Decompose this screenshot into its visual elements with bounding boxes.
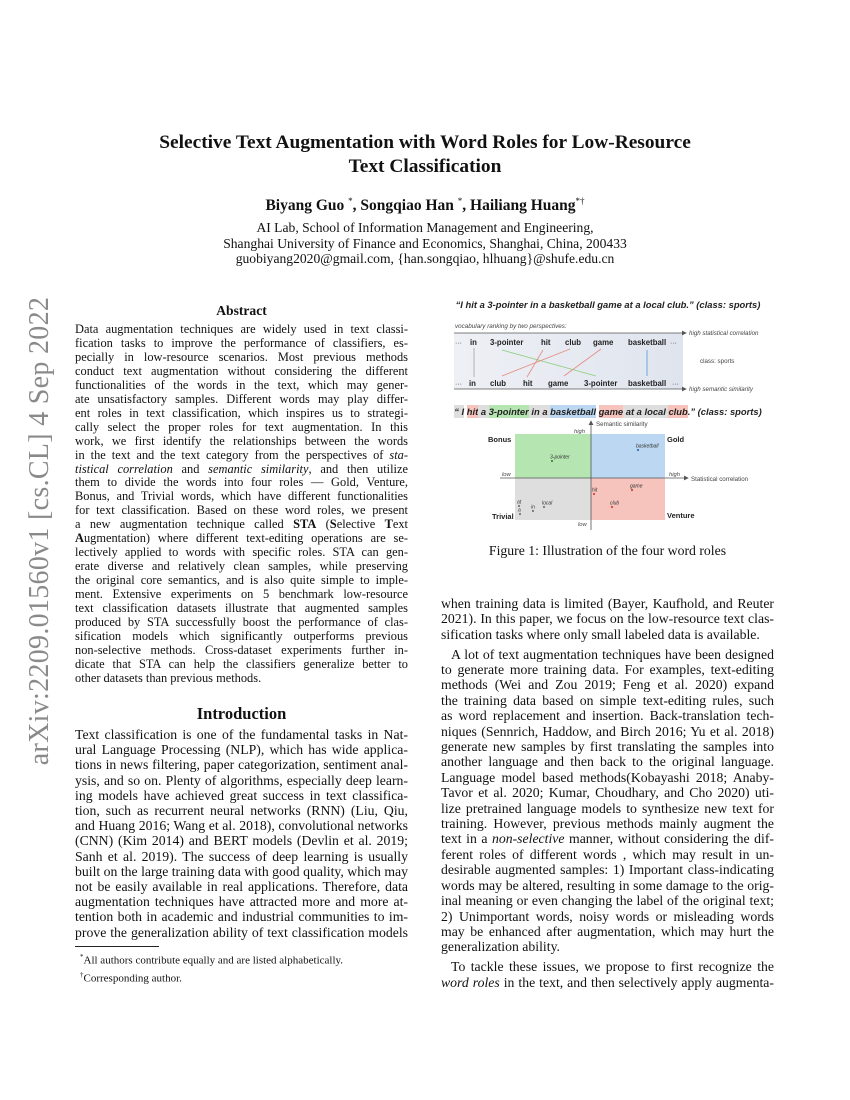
text-line: not be easily available in real applications. Therefore, data <box>75 879 408 895</box>
author-mark: * <box>457 196 463 206</box>
trivial-label: Trivial <box>492 512 514 521</box>
y-high-label: high <box>574 429 585 435</box>
text-line: when training data is limited (Bayer, Kaufhold, and Reuter <box>441 596 774 611</box>
text-line: ural Language Processing (NLP), which has wide applica- <box>75 742 408 758</box>
author-emails: guobiyang2020@gmail.com, {han.songqiao, hlhuang}@shufe.edu.cn <box>235 251 615 266</box>
text-line: the original core semantics, and is also quite simple to imple- <box>75 573 408 588</box>
author-name: Songqiao Han <box>360 197 454 215</box>
text-line: sification tasks where only small labeled data is available. <box>441 626 760 642</box>
text-line: text classification datasets illustrate that augmented samples <box>75 601 408 616</box>
text-line <box>75 463 408 477</box>
text-line: Language model based methods(Kobayashi 2018; Anaby- <box>441 769 774 785</box>
text-line: generate new samples by first translating the samples into <box>441 739 774 755</box>
text-line: for text classification. Based on these word roles, we present <box>75 503 408 518</box>
ranked-word: basketball <box>628 379 667 388</box>
text-line: ment. Extensive experiments on 5 benchmark low-resource <box>75 587 408 602</box>
paragraph <box>75 727 408 940</box>
text-span: ext <box>392 517 408 532</box>
introduction-body <box>75 727 408 940</box>
text-line: lectively applied to words with specific roles. STA can gen- <box>75 545 408 560</box>
ranked-word: in <box>469 379 476 388</box>
italic-text: semantic similarity <box>208 461 309 476</box>
text-line: to generate more training data. For examples, text-editing <box>441 662 774 678</box>
introduction-heading: Introduction <box>196 704 287 723</box>
text-line <box>75 449 408 463</box>
text-line: cally select the proper roles for text augmentation. In this <box>75 419 408 434</box>
bold-text: STA <box>293 517 317 532</box>
venture-label: Venture <box>667 511 695 520</box>
text-line: ate unsatisfactory samples. Different words may play differ- <box>75 391 408 406</box>
figure-1-illustration <box>440 290 780 540</box>
bold-text: T <box>384 517 393 532</box>
italic-text: tistical correlation <box>75 461 173 476</box>
title-line: Text Classification <box>348 156 502 177</box>
ranked-word: hit <box>541 338 551 347</box>
ranked-word: basketball <box>628 338 667 347</box>
text-line: training. However, previous methods mainly augment the <box>441 816 774 832</box>
affiliation-line: AI Lab, School of Information Management and Engineering, <box>256 220 594 235</box>
right-column-body <box>441 596 774 990</box>
paragraph <box>441 647 774 955</box>
sentence-segment-none: .” (class: sports) <box>687 406 762 417</box>
word-point-label: in <box>531 504 535 511</box>
title-line: Selective Text Augmentation with Word Roles for Low-Resource <box>159 132 691 153</box>
text-line: another language and then back to the original language. <box>441 754 774 770</box>
word-point-label: at <box>517 499 522 506</box>
sentence-segment-trivial: a <box>478 406 489 417</box>
bottom-axis-label: high semantic similarity <box>689 386 753 393</box>
affiliation-line: Shanghai University of Finance and Economics, Shanghai, China, 200433 <box>223 235 627 251</box>
text-span: , and then utilize <box>308 461 408 476</box>
figure-example-sentence: “I hit a 3-pointer in a basketball game at a local club.” (class: sports) <box>455 299 761 310</box>
text-line: ent roles in text classification, which inspires us to strategi- <box>75 405 408 420</box>
ranked-word: club <box>490 379 507 388</box>
author-mark: * <box>348 196 353 206</box>
author-list <box>100 196 750 215</box>
author-name: Biyang Guo <box>265 197 345 215</box>
text-line: augmentation techniques have attracted more and more at- <box>75 894 408 910</box>
text-line: tions in news filtering, paper categorization, sentiment anal- <box>75 757 408 773</box>
y-axis-label: Semantic similarity <box>596 421 648 428</box>
abstract-body <box>75 323 408 686</box>
text-line: fication tasks to improve the performance of classifiers, es- <box>75 335 408 350</box>
ellipsis: ··· <box>670 340 677 347</box>
word-point-label: hit <box>592 487 598 494</box>
text-line: A lot of text augmentation techniques have been designed <box>451 646 774 662</box>
text-line: Data augmentation techniques are widely used in text classi- <box>75 322 408 336</box>
paper-title <box>100 131 750 179</box>
text-line: words may be altered, resulting in some damage to the orig- <box>441 877 774 893</box>
bold-text: S <box>329 517 337 532</box>
text-line: methods (Wei and Zou 2019; Feng et al. 2020) expand <box>441 677 774 693</box>
sentence-segment-venture: hit <box>466 406 479 417</box>
text-span: manner, without considering the dif- <box>564 831 775 847</box>
text-span: in the text, and then selectively apply augmenta- <box>499 974 774 990</box>
text-line: Tavor et al. 2020; Kumar, Choudhary, and Cho 2020) uti- <box>441 785 774 801</box>
ranked-word: game <box>593 338 614 347</box>
sentence-segment-bonus: 3-pointer <box>488 406 529 417</box>
vocab-ranking-label: vocabulary ranking by two perspectives: <box>455 323 567 330</box>
author-separator: , <box>352 197 361 215</box>
class-label: class: sports <box>700 358 735 365</box>
text-line: ferent roles of different words , which may result in un- <box>441 846 774 862</box>
text-span: elective <box>336 517 385 532</box>
sentence-segment-trivial: at a local <box>623 406 669 417</box>
text-line: produced by STA successfully boost the performance of clas- <box>75 615 408 630</box>
text-line: the training data based on simple text-editing rules, such <box>441 692 774 708</box>
text-line: non-selective methods. Cross-dataset experiments further in- <box>75 642 408 657</box>
text-line: lize pretrained language models to synthesize new text for <box>441 800 774 816</box>
ranked-word: hit <box>523 379 533 388</box>
text-line: dicate that STA can help the classifiers generalize better to <box>75 656 408 671</box>
sentence-segment-venture: game <box>598 406 624 417</box>
bonus-label: Bonus <box>488 435 512 444</box>
sentence-segment-gold: basketball <box>550 406 597 417</box>
sentence-segment-venture: club <box>668 406 688 417</box>
text-line: inal meaning or even changing the label of the original text; <box>441 893 774 909</box>
text-line: Sanh et al. 2019). The success of deep learning is usually <box>75 848 408 864</box>
paragraph <box>75 323 408 686</box>
text-span: and <box>172 461 209 476</box>
bold-text: A <box>75 531 84 546</box>
trivial-quadrant <box>515 478 591 520</box>
paragraph <box>441 596 774 642</box>
word-point-label: local <box>542 500 553 507</box>
author-name: Hailiang Huang <box>470 197 576 215</box>
text-line: tention both in academic and industrial communities to im- <box>75 909 408 925</box>
x-low-label: low <box>502 472 511 478</box>
text-span: text in a <box>441 831 492 847</box>
footnote-mark: * <box>80 953 84 961</box>
ranked-word: in <box>470 338 477 347</box>
ranked-word: game <box>548 379 569 388</box>
italic-text: word roles <box>441 974 500 990</box>
text-line: tion, such as recurrent neural networks (RNN) (Liu, Qiu, <box>75 803 408 819</box>
x-axis-label: Statistical correlation <box>691 476 749 483</box>
word-point-label: basketball <box>636 443 659 450</box>
text-line: may be enhanced after augmentation, which may hurt the <box>441 923 774 939</box>
figure-caption: Figure 1: Illustration of the four word roles <box>488 543 727 558</box>
text-line: built on the large training data with good quality, which may <box>75 863 408 879</box>
abstract-heading: Abstract <box>216 303 267 318</box>
text-line: (CNN) (Kim 2014) and BERT models (Devlin et al. 2019; <box>75 833 408 849</box>
text-line: 2) Unimportant words, noisy words or misleading words <box>441 908 774 924</box>
text-line: pecially in low-resource scenarios. Most previous methods <box>75 349 408 364</box>
text-line: desirable augmented samples: 1) Important class-indicating <box>441 862 774 878</box>
text-line: and Huang 2016; Wang et al. 2018), convolutional networks <box>75 818 408 834</box>
sentence-segment-trivial: in a <box>528 406 551 417</box>
x-high-label: high <box>669 472 680 478</box>
ranked-word: 3-pointer <box>490 338 524 347</box>
venture-quadrant <box>591 478 665 520</box>
text-line: functionalities of the words in the text, which may gener- <box>75 377 408 392</box>
text-line: work, we first identify the relationships between the words <box>75 433 408 448</box>
word-point-label: 3-pointer <box>550 454 570 461</box>
text-line: To tackle these issues, we propose to first recognize the <box>451 959 774 975</box>
text-line: niques (Sennrich, Haddow, and Birch 2016; Yu et al. 2018) <box>441 723 774 739</box>
text-line: Bonus, and Trivial words, which have different functionalities <box>75 489 408 504</box>
text-line: prove the generalization ability of text classification models <box>75 924 408 940</box>
footnotes <box>80 950 343 985</box>
footnote-mark: † <box>80 970 84 979</box>
gold-quadrant <box>591 434 665 478</box>
ellipsis: ··· <box>672 381 679 388</box>
arxiv-stamp: arXiv:2209.01560v1 [cs.CL] 4 Sep 2022 <box>24 296 55 766</box>
text-span: a new augmentation technique called <box>75 517 294 532</box>
text-span: in the text and the text category from the perspectives of <box>75 447 390 462</box>
author-separator: , <box>462 197 471 215</box>
text-line: erate diverse and relatively clean samples, while preserving <box>75 559 408 574</box>
text-line: Text classification is one of the fundamental tasks in Nat- <box>75 727 408 742</box>
y-low-label: low <box>578 522 587 528</box>
text-line: ysis, and so on. Plenty of algorithms, especially deep learn- <box>75 772 408 788</box>
word-point-label: a <box>518 507 521 514</box>
footnote-text: Corresponding author. <box>83 972 182 985</box>
affiliation <box>100 220 750 267</box>
ellipsis: ··· <box>455 381 462 388</box>
text-line <box>441 831 774 846</box>
italic-text: sta- <box>389 447 408 462</box>
paragraph <box>441 959 774 990</box>
footnote <box>80 950 343 968</box>
footnote <box>80 968 343 986</box>
ranked-word: 3-pointer <box>584 379 618 388</box>
footnote-text: All authors contribute equally and are listed alphabetically. <box>83 954 344 967</box>
text-line: them to divide the words into four roles — Gold, Venture, <box>75 475 408 490</box>
text-line <box>75 518 408 532</box>
text-line <box>75 532 408 546</box>
ellipsis: ··· <box>455 340 462 347</box>
text-line: ing models have achieved great success in text classifica- <box>75 787 408 803</box>
author-mark: *† <box>575 196 585 206</box>
text-span: ugmentation) where different text-editing operations are se- <box>83 531 408 546</box>
text-line: generalization ability. <box>441 939 560 955</box>
text-line: as word replacement and insertion. Back-translation tech- <box>441 708 774 724</box>
text-span: ( <box>316 517 330 532</box>
text-line: conduct text augmentation without considering the different <box>75 363 408 378</box>
text-line: 2021). In this paper, we focus on the low-resource text clas- <box>441 611 774 627</box>
text-line: sification models which significantly outperforms previous <box>75 628 408 643</box>
italic-text: non-selective <box>491 831 565 847</box>
sentence-segment-trivial: “ I <box>454 406 465 417</box>
footnote-rule <box>75 946 159 947</box>
ranked-word: club <box>565 338 582 347</box>
text-line: other datasets than previous methods. <box>75 670 262 685</box>
word-point-label: club <box>610 500 620 507</box>
gold-label: Gold <box>667 435 685 444</box>
top-axis-label: high statistical correlation <box>689 330 759 337</box>
word-point-label: game <box>630 483 643 490</box>
text-line <box>441 975 774 990</box>
